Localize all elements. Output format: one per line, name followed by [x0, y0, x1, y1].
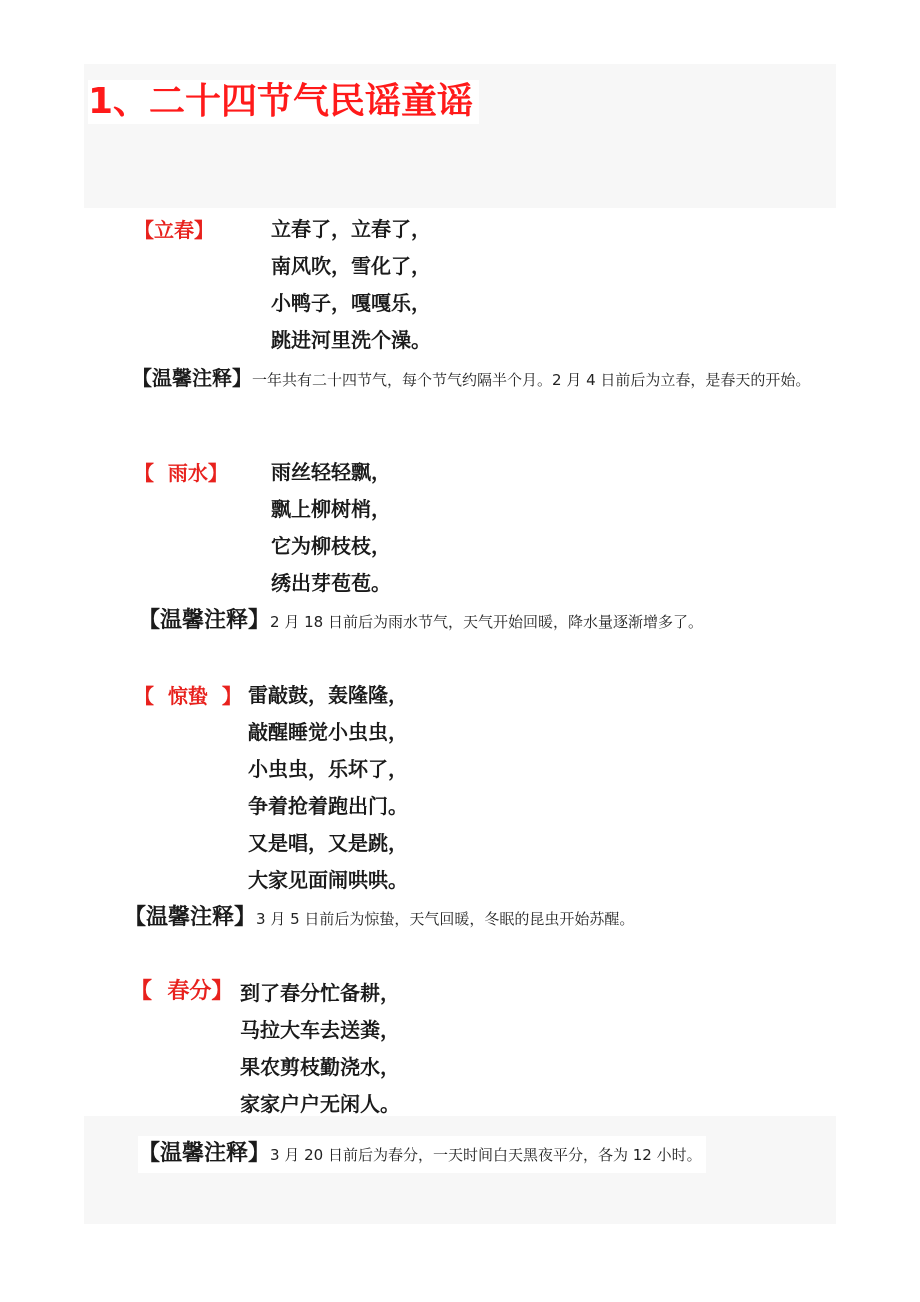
solar-term-yushui: 【 雨水】	[134, 461, 228, 485]
note-label: 【温馨注释】	[132, 366, 252, 390]
poem-line: 马拉大车去送粪，	[240, 1018, 400, 1042]
note-label: 【温馨注释】	[124, 905, 257, 930]
poem-line: 绣出芽苞苞。	[271, 571, 391, 595]
note-text: 2 月 18 日前后为雨水节气，天气开始回暖，降水量逐渐增多了。	[270, 613, 703, 631]
solar-term-lichun: 【立春】	[134, 218, 214, 242]
poem-line: 家家户户无闲人。	[240, 1092, 400, 1116]
poem-chunfen	[240, 975, 400, 1123]
poem-jingzhe	[248, 677, 408, 899]
note-jingzhe	[124, 900, 634, 937]
poem-line: 小虫虫，乐坏了，	[248, 757, 408, 781]
poem-yushui	[271, 454, 391, 602]
note-text: 3 月 20 日前后为春分，一天时间白天黑夜平分，各为 12 小时。	[270, 1146, 702, 1164]
note-label: 【温馨注释】	[138, 1141, 271, 1166]
poem-line: 南风吹，雪化了，	[271, 254, 431, 278]
poem-line: 立春了，立春了，	[271, 217, 431, 241]
poem-line: 雨丝轻轻飘，	[271, 460, 391, 484]
poem-line: 飘上柳树梢，	[271, 497, 391, 521]
note-text: 3 月 5 日前后为惊蛰，天气回暖，冬眠的昆虫开始苏醒。	[256, 910, 635, 928]
note-lichun	[88, 360, 840, 399]
poem-line: 跳进河里洗个澡。	[271, 328, 431, 352]
poem-lichun	[271, 211, 431, 359]
poem-line: 它为柳枝枝，	[271, 534, 391, 558]
poem-line: 小鸭子，嘎嘎乐，	[271, 291, 431, 315]
poem-line: 到了春分忙备耕，	[240, 981, 400, 1005]
poem-line: 果农剪枝勤浇水，	[240, 1055, 400, 1079]
note-yushui	[138, 603, 703, 640]
note-text: 一年共有二十四节气，每个节气约隔半个月。2 月 4 日前后为立春，是春天的开始。	[252, 371, 811, 389]
poem-line: 大家见面闹哄哄。	[248, 868, 408, 892]
note-chunfen	[138, 1136, 706, 1173]
poem-line: 又是唱，又是跳，	[248, 831, 408, 855]
solar-term-jingzhe: 【 惊蛰 】	[134, 684, 242, 708]
poem-line: 敲醒睡觉小虫虫，	[248, 720, 408, 744]
solar-term-chunfen: 【 春分】	[130, 979, 234, 1004]
poem-line: 争着抢着跑出门。	[248, 794, 408, 818]
note-label: 【温馨注释】	[138, 608, 271, 633]
page-title: 1、二十四节气民谣童谣	[88, 80, 479, 124]
poem-line: 雷敲鼓，轰隆隆，	[248, 683, 408, 707]
